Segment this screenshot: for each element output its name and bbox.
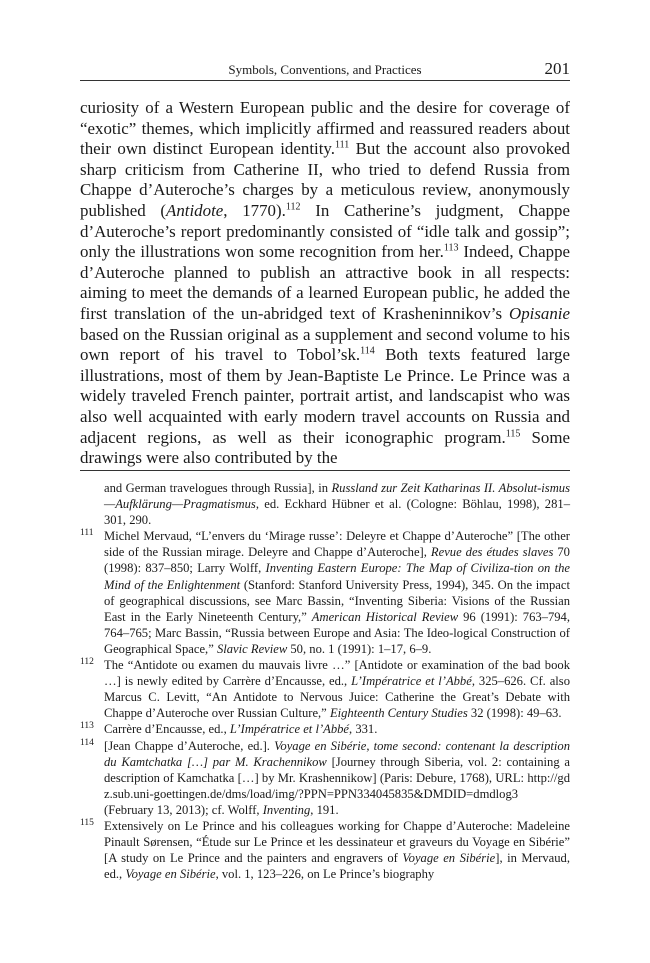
main-text	[80, 98, 570, 469]
running-header	[80, 58, 570, 81]
title-opisanie: Opisanie	[509, 303, 570, 323]
footnote-number: 115	[80, 817, 94, 828]
footnote-number: 112	[80, 657, 94, 668]
footnote-continued: and German travelogues through Russia], in Russland zur Zeit Katharinas II. Absolut-ismus—Aufklärung—Pragmatismus, ed. Eckhard Hübner et al. (Cologne: Böhlau, 1998), 281–301, 290.	[104, 481, 570, 528]
footnote-ref-115[interactable]: 115	[505, 427, 521, 439]
footnote-ref-114[interactable]: 114	[360, 345, 375, 357]
title-antidote: Antidote	[166, 200, 224, 220]
footnote-ref-112[interactable]: 112	[285, 201, 301, 213]
footnote-113: 113 Carrère d’Encausse, ed., L’Impératrice et l’Abbé, 331.	[80, 721, 570, 737]
footnote-number: 114	[80, 737, 94, 748]
footnote-ref-111[interactable]: 111	[334, 139, 350, 151]
footnote-114: 114 [Jean Chappe d’Auteroche, ed.]. Voyage en Sibérie, tome second: contenant la description du Kamtchatka […] par M. Krachennikow [Journey through Siberia, vol. 2: containing a description of Kamchatka […] by Mr. Krashennikow] (Paris: Debure, 1768), URL: http://gdz.sub.uni-goettingen.de/dms/load/img/?PPN=PPN334045835&DMDID=dmdlog3 (February 13, 2013); cf. Wolff, Inventing, 191.	[80, 738, 570, 818]
footnote-115: 115 Extensively on Le Prince and his colleagues working for Chappe d’Auteroche: Madeleine Pinault Sørensen, “Étude sur Le Prince et les dessinateur et graveurs du Voyage en Sibérie” [A study on Le Prince and the painters and engravers of Voyage en Sibérie], in Mervaud, ed., Voyage en Sibérie, vol. 1, 123–226, on Le Prince’s biography	[80, 818, 570, 882]
running-head-title: Symbols, Conventions, and Practices	[228, 62, 422, 77]
footnote-url-link[interactable]: http://gdz.sub.uni-goettingen.de/dms/load/img/?PPN=PPN334045835&DMDID=dmdlog3	[104, 770, 570, 801]
footnote-number: 113	[80, 721, 94, 732]
footnote-number: 111	[80, 528, 94, 539]
body-paragraph: curiosity of a Western European public and the desire for coverage of “exotic” themes, which implicitly affirmed and reassured readers about their own distinct European identity.$^{111}$ But the account also provoked sharp criticism from Catherine II, who tried to defend Russia from Chappe d’Auteroche’s charges by a meticulous review, anonymously published (Antidote, 1770).$^{112}$ In Catherine’s judgment, Chappe d’Auteroche’s report predominantly consisted of “idle talk and gossip”; only the illustrations won some recognition from her.$^{113}$ Indeed, Chappe d’Auteroche planned to publish an attractive book in all respects: aiming to meet the demands of a learned European public, he added the first translation of the un-abridged text of Krasheninnikov’s Opisanie based on the Russian original as a supplement and second volume to his own report of his travel to Tobol’sk.$^{114}$ Both texts featured large illustrations, most of them by Jean-Baptiste Le Prince. Le Prince was a widely traveled French painter, portrait artist, and landscapist who was also well acquainted with early modern travel accounts on Russia and adjacent regions, as well as their iconographic program.$^{115}$ Some drawings were also contributed by the	[80, 98, 571, 468]
footnote-ref-113[interactable]: 113	[443, 242, 459, 254]
footnote-separator	[80, 470, 570, 471]
footnote-111: 111 Michel Mervaud, “L’envers du ‘Mirage russe’: Deleyre et Chappe d’Auteroche” [The other side of the Russian mirage. Deleyre and Chappe d’Auteroche], Revue des études slaves 70 (1998): 837–850; Larry Wolff, Inventing Eastern Europe: The Map of Civiliza-tion on the Mind of the Enlightenment (Stanford: Stanford University Press, 1994), 345. On the impact of geographical discussions, see Marc Bassin, “Inventing Siberia: Visions of the Russian East in the Early Nineteenth Century,” American Historical Review 96 (1991): 763–794, 764–765; Marc Bassin, “Russia between Europe and Asia: The Ideo-logical Construction of Geographical Space,” Slavic Review 50, no. 1 (1991): 1–17, 6–9.	[80, 528, 570, 657]
page-number: 201	[544, 59, 570, 78]
footnote-112: 112 The “Antidote ou examen du mauvais livre …” [Antidote or examination of the bad book …] is newly edited by Carrère d’Encausse, ed., L’Impératrice et l’Abbé, 325–626. Cf. also Marcus C. Levitt, “An Antidote to Nervous Juice: Catherine the Great’s Debate with Chappe d’Auteroche over Russian Culture,” Eighteenth Century Studies 32 (1998): 49–63.	[80, 657, 570, 721]
footnotes	[80, 480, 570, 882]
